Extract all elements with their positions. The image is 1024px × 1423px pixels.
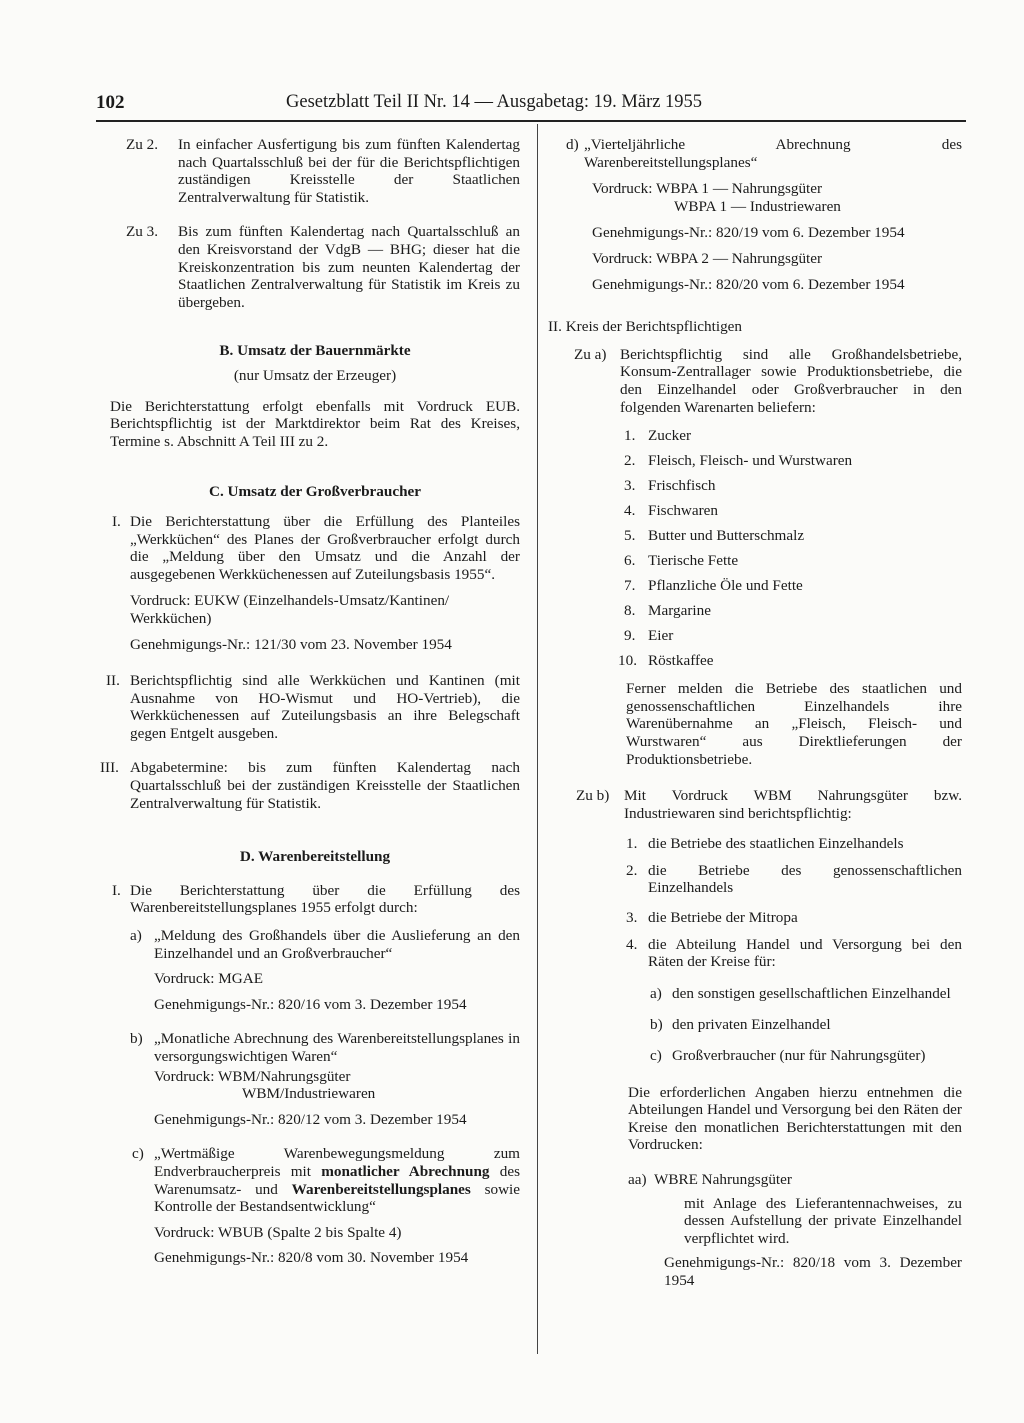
dc-text-2: des Warenumsatz- und [154,1162,520,1198]
zub-1-item [560,835,962,853]
goods-text: Zucker [648,427,692,445]
zu2-label: Zu 2. [126,136,159,153]
section-d-heading: D. Warenbereitstellung [239,848,391,866]
da-vordruck: Vordruck: MGAE [154,970,263,988]
dc-text-1: „Wertmäßige Warenbewegungsmeldung zum Endverbraucherpreis mit [154,1145,520,1180]
zub-4c-item [560,1047,962,1065]
goods-text: Röstkaffee [648,652,714,670]
zub-item [560,787,962,822]
d1-item [110,882,520,917]
zub-text: Mit Vordruck WBM Nahrungsgüter bzw. Industriewaren sind berichtspflichtig: [624,787,962,822]
zub-2-text: die Betriebe des genossenschaftlichen Einzelhandels [648,861,962,897]
right-column [548,136,962,1290]
db-vordruck-2: WBM/Industriewaren [242,1085,376,1103]
zub-4-item [560,936,962,971]
db-item [110,1030,520,1128]
dd-vordruck-3: Vordruck: WBPA 2 — Nahrungsgüter [592,249,823,267]
dc-text-3: sowie Kontrolle der Bestandsentwicklung“ [154,1180,521,1216]
aa-item [560,1171,962,1189]
dc-genehmigung: Genehmigungs-Nr.: 820/8 vom 30. November 1954 [154,1249,469,1267]
db-text: „Monatliche Abrechnung des Warenbereitstellungsplanes in versorgungswichtigen Waren“ [154,1030,520,1065]
zu3-item [110,223,520,311]
zub-1-text: die Betriebe des staatlichen Einzelhandels [648,835,904,853]
zu3-label: Zu 3. [126,223,159,241]
dd-genehmigung-2: Genehmigungs-Nr.: 820/20 vom 6. Dezember 1954 [592,275,905,293]
zu2-item [110,136,520,206]
db-label: b) [130,1030,143,1048]
zub-4a-item [560,985,962,1003]
c1-text: Die Berichterstattung über die Erfüllung des Planteiles „Werkküchen“ des Planes der Großverbraucher erfolgt durch die „Meldung über den Umsatz und die Anzahl der ausgegebenen Werkküchenessen auf Zuteilungsbasis 1955“. [130,512,520,583]
dd-vordruck-2: WBPA 1 — Industriewaren [674,197,841,215]
aa-label: aa) [628,1171,647,1188]
goods-number: 2. [624,452,636,470]
header-title: Gesetzblatt Teil II Nr. 14 — Ausgabetag: 19. März 1955 [286,92,703,112]
c1-vordruck: Vordruck: EUKW (Einzelhandels-Umsatz/Kantinen/ Werkküchen) [130,592,450,627]
zub-4b-item [560,1016,962,1034]
zub-3-text: die Betriebe der Mitropa [648,909,798,927]
c2-item [106,672,520,742]
goods-text: Fischwaren [648,502,719,520]
zub-4c-label: c) [650,1047,662,1065]
d1-text: Die Berichterstattung über die Erfüllung des Warenbereitstellungsplanes 1955 erfolgt durch: [130,881,520,917]
goods-text: Eier [648,627,674,645]
c2-text: Berichtspflichtig sind alle Werkküchen und Kantinen (mit Ausnahme von HO-Wismut und HO-Vertrieb), die Werkküchenessen auf Zuteilungsbasis an ihre Belegschaft gegen Entgelt ausgeben. [130,672,520,742]
zub-3-item [560,909,962,927]
goods-item [560,502,962,527]
goods-number: 1. [624,427,636,445]
zub-4c-text: Großverbraucher (nur für Nahrungsgüter) [672,1047,926,1065]
zua-text: Berichtspflichtig sind alle Großhandelsbetriebe, Konsum-Zentrallager sowie Produktionsbetriebe, die den Einzelhandel oder Großverbraucher in den folgenden Warenarten beliefern: [620,345,962,416]
goods-text: Pflanzliche Öle und Fette [648,577,803,595]
goods-number: 6. [624,552,636,570]
goods-text: Fleisch, Fleisch- und Wurstwaren [648,452,853,470]
dc-text [154,1145,520,1215]
zub-4-text: die Abteilung Handel und Versorgung bei den Räten der Kreise für: [648,935,962,971]
zub-4b-label: b) [650,1016,663,1034]
goods-number: 8. [624,602,636,620]
zua-label: Zu a) [574,345,607,363]
c3-item [100,759,520,812]
d1-label: I. [112,881,121,899]
c3-label: III. [100,759,119,777]
zub-4a-text: den sonstigen gesellschaftlichen Einzelhandel [672,984,951,1002]
goods-item [560,552,962,577]
dd-vordruck-1: Vordruck: WBPA 1 — Nahrungsgüter [592,180,823,198]
goods-item [560,477,962,502]
goods-item [560,627,962,652]
dc-label: c) [132,1145,144,1163]
ferner-text: Ferner melden die Betriebe des staatlichen und genossenschaftlichen Einzelhandels ihre Warenübernahme an „Fleisch, Fleisch- und Wurstwaren“ aus Direktlieferungen der Produktionsbetriebe. [626,680,962,768]
zu2-text: In einfacher Ausfertigung bis zum fünften Kalendertag nach Quartalsschluß bei der für die Berichtspflichtigen zuständigen Kreisstelle der Staatlichen Zentralverwaltung für Statistik. [178,136,520,206]
zub-4-label: 4. [626,935,638,953]
c3-text: Abgabetermine: bis zum fünften Kalendertag nach Quartalsschluß bei der zuständigen Kreisstelle der Staatlichen Zentralverwaltung für Statistik. [130,759,520,812]
dc-bold-1: monatlicher Abrechnung [321,1162,490,1180]
goods-number: 10. [618,652,637,670]
goods-text: Frischfisch [648,477,716,495]
dd-genehmigung-1: Genehmigungs-Nr.: 820/19 vom 6. Dezember 1954 [592,224,905,242]
goods-item [560,602,962,627]
dc-bold-2: Warenbereitstellungsplanes [291,1180,471,1198]
goods-number: 5. [624,527,636,545]
goods-text: Butter und Butterschmalz [648,527,805,545]
goods-item [560,577,962,602]
goods-number: 3. [624,477,636,495]
goods-item [560,652,962,677]
db-genehmigung: Genehmigungs-Nr.: 820/12 vom 3. Dezember 1954 [154,1110,467,1128]
c1-genehmigung: Genehmigungs-Nr.: 121/30 vom 23. November 1954 [130,636,452,654]
zub-4b-text: den privaten Einzelhandel [672,1016,831,1034]
dc-vordruck: Vordruck: WBUB (Spalte 2 bis Spalte 4) [154,1223,402,1241]
da-item [110,927,520,1013]
goods-list [560,427,962,677]
section-b-subheading: (nur Umsatz der Erzeuger) [233,366,397,384]
goods-number: 7. [624,577,636,595]
aa-text: WBRE Nahrungsgüter [654,1171,792,1188]
dc-item [110,1145,520,1267]
aa-description: mit Anlage des Lieferantennachweises, zu dessen Aufstellung der private Einzelhandel verpflichtet wird. [684,1194,962,1247]
c2-label: II. [106,672,120,690]
page-number: 102 [96,92,125,113]
dd-text: „Vierteljährliche Abrechnung des Warenbereitstellungsplanes“ [584,136,962,171]
dd-label: d) [566,136,579,153]
zua-item [560,346,962,416]
goods-text: Tierische Fette [648,552,739,570]
zu3-text: Bis zum fünften Kalendertag nach Quartalsschluß an den Kreisvorstand der VdgB — BHG; dieser hat die Kreiskonzentration bis zum neunten Kalendertag der Staatlichen Zentralverwaltung für Statistik im Kreis zu übergeben. [178,223,520,311]
goods-text: Margarine [648,602,711,620]
da-text: „Meldung des Großhandels über die Auslieferung an den Einzelhandel und an Großverbraucher“ [154,927,520,962]
section-b-heading: B. Umsatz der Bauernmärkte [219,342,411,360]
erforderlich-text: Die erforderlichen Angaben hierzu entnehmen die Abteilungen Handel und Versorgung bei den Räten der Kreise den monatlichen Berichterstattungen mit den Vordrucken: [628,1083,962,1154]
zub-4a-label: a) [650,984,662,1002]
goods-item [560,427,962,452]
db-vordruck-1: Vordruck: WBM/Nahrungsgüter [154,1067,351,1085]
c1-label: I. [112,512,121,530]
c1-item [110,513,520,654]
section-c-heading: C. Umsatz der Großverbraucher [208,483,422,501]
left-column [100,136,521,1267]
page-header [96,92,966,122]
zub-label: Zu b) [576,787,610,805]
zub-3-label: 3. [626,909,638,927]
goods-item [560,527,962,552]
aa-genehmigung: Genehmigungs-Nr.: 820/18 vom 3. Dezember 1954 [664,1254,962,1289]
zub-1-label: 1. [626,835,638,853]
goods-item [560,452,962,477]
section-ii-heading: II. Kreis der Berichtspflichtigen [548,318,742,336]
goods-number: 4. [624,502,636,520]
zub-2-item [560,862,962,897]
da-genehmigung: Genehmigungs-Nr.: 820/16 vom 3. Dezember 1954 [154,995,467,1013]
da-label: a) [130,927,142,944]
dd-item [560,136,962,293]
section-b-text: Die Berichterstattung erfolgt ebenfalls mit Vordruck EUB. Berichtspflichtig ist der Marktdirektor beim Rat des Kreises, Termine s. Abschnitt A Teil III zu 2. [110,397,520,450]
zub-2-label: 2. [626,861,638,879]
goods-number: 9. [624,627,636,645]
column-divider [537,124,538,1354]
